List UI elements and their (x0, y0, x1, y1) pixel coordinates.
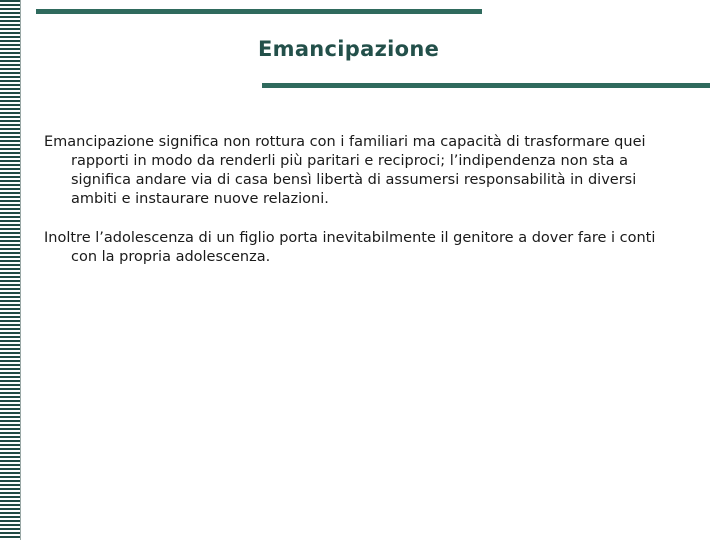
title-bottom-rule (262, 83, 710, 88)
slide-title: Emancipazione (258, 37, 440, 61)
slide-body (44, 133, 684, 287)
paragraph-emancipazione: Emancipazione significa non rottura con i familiari ma capacità di trasformare quei rapporti in modo da renderli più paritari e reciproci; l’indipendenza non sta a significa andare via di casa bensì libertà di assumersi responsabilità in diversi ambiti e instaurare nuove relazioni. (44, 134, 646, 207)
title-top-rule (36, 9, 482, 14)
paragraph-adolescenza: Inoltre l’adolescenza di un figlio porta inevitabilmente il genitore a dover fare i conti con la propria adolescenza. (44, 230, 656, 265)
left-border-rail (20, 0, 21, 540)
left-decorative-border (0, 0, 20, 540)
